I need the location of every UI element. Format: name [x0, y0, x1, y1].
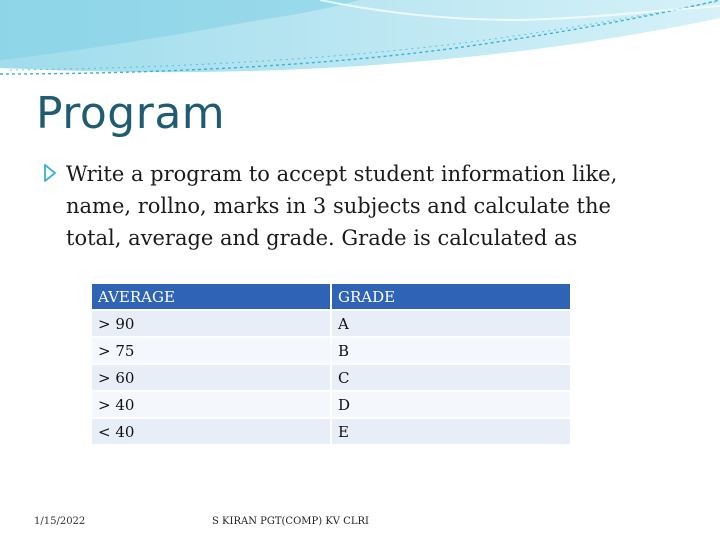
cell-grade: D — [331, 391, 571, 418]
table-row — [91, 337, 571, 364]
bullet-line-1: Write a program to accept student information like, — [66, 162, 618, 186]
slide-title: Program — [36, 88, 226, 139]
grade-table — [90, 282, 572, 446]
footer-date: 1/15/2022 — [34, 516, 86, 527]
cell-grade: E — [331, 418, 571, 445]
bullet-icon — [42, 160, 62, 186]
cell-average: > 75 — [91, 337, 331, 364]
header-average: AVERAGE — [91, 283, 331, 310]
cell-average: < 40 — [91, 418, 331, 445]
table-header-row — [91, 283, 571, 310]
table-row — [91, 310, 571, 337]
header-wave-decoration — [0, 0, 720, 80]
footer-author: S KIRAN PGT(COMP) KV CLRI — [212, 516, 369, 527]
cell-grade: A — [331, 310, 571, 337]
cell-average: > 90 — [91, 310, 331, 337]
bullet-paragraph — [42, 158, 682, 254]
table-row — [91, 364, 571, 391]
cell-grade: C — [331, 364, 571, 391]
bullet-line-2: name, rollno, marks in 3 subjects and calculate the — [66, 194, 611, 218]
header-grade: GRADE — [331, 283, 571, 310]
table-row — [91, 391, 571, 418]
cell-grade: B — [331, 337, 571, 364]
table-row — [91, 418, 571, 445]
cell-average: > 40 — [91, 391, 331, 418]
cell-average: > 60 — [91, 364, 331, 391]
bullet-line-3: total, average and grade. Grade is calculated as — [66, 226, 578, 250]
